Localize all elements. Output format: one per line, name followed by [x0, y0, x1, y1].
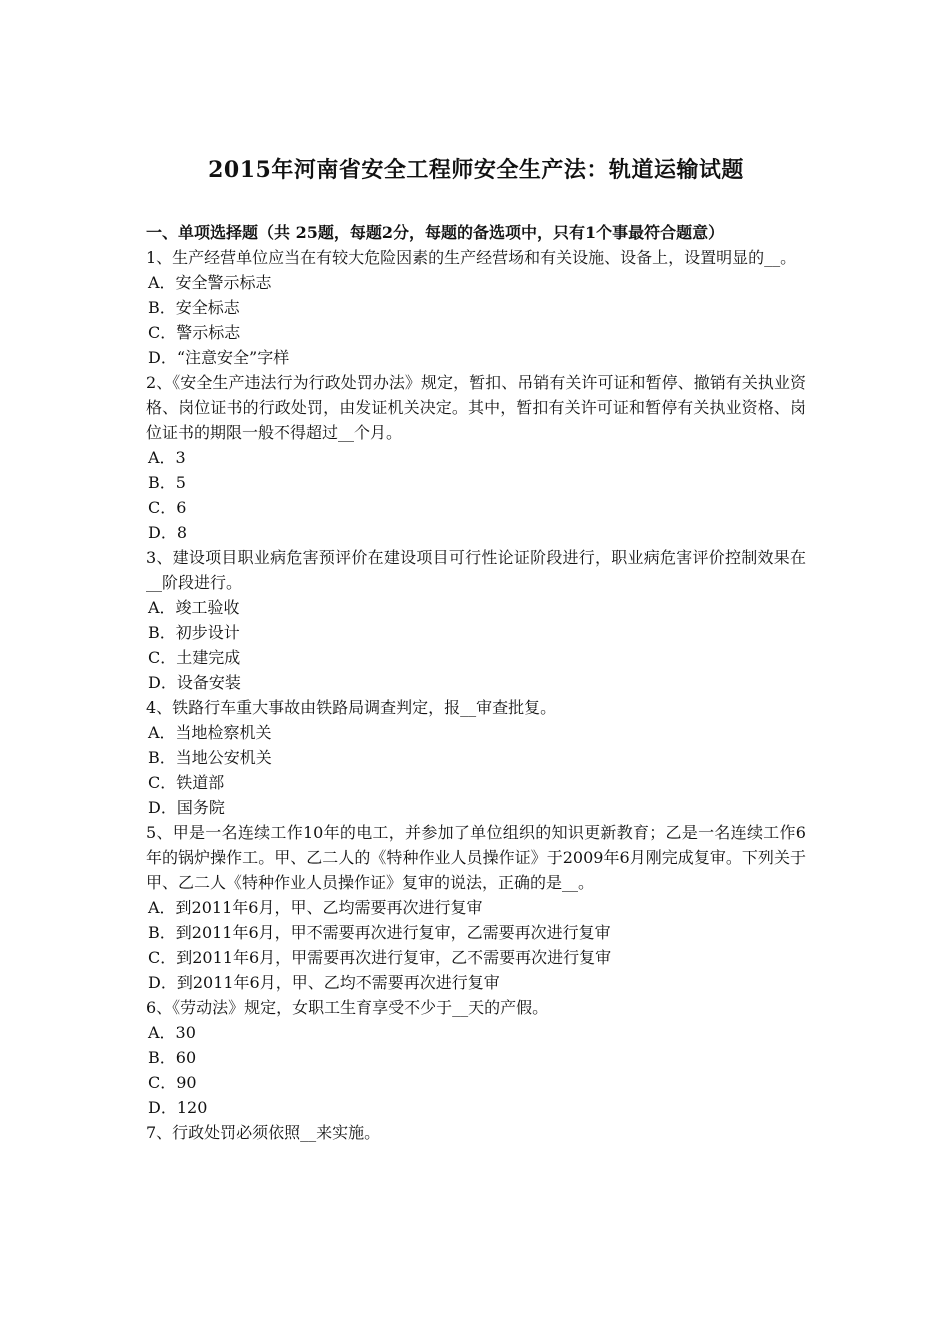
question-6-option-c: C．90	[148, 1073, 197, 1092]
question-5-option-b: B．到2011年6月，甲不需要再次进行复审，乙需要再次进行复审	[148, 923, 611, 942]
question-list	[146, 245, 806, 1145]
question-3: 3、建设项目职业病危害预评价在建设项目可行性论证阶段进行，职业病危害评价控制效果在__阶段进行。	[146, 548, 806, 592]
question-4-option-c: C．铁道部	[148, 773, 225, 792]
question-5-option-a: A．到2011年6月，甲、乙均需要再次进行复审	[148, 898, 483, 917]
question-6-option-d: D．120	[148, 1098, 208, 1117]
question-5-option-d: D．到2011年6月，甲、乙均不需要再次进行复审	[148, 973, 500, 992]
question-3-option-d: D．设备安装	[148, 673, 241, 692]
question-2-option-d: D．8	[148, 523, 188, 542]
question-2: 2、《安全生产违法行为行政处罚办法》规定，暂扣、吊销有关许可证和暂停、撤销有关执业资格、岗位证书的行政处罚，由发证机关决定。其中，暂扣有关许可证和暂停有关执业资格、岗位证书的期限一般不得超过__个月。	[146, 373, 806, 442]
question-4-option-a: A．当地检察机关	[148, 723, 272, 742]
question-1-option-d: D．“注意安全”字样	[148, 348, 290, 367]
question-2-option-a: A．3	[148, 448, 186, 467]
question-6: 6、《劳动法》规定，女职工生育享受不少于__天的产假。	[146, 998, 549, 1017]
question-1-option-c: C．警示标志	[148, 323, 241, 342]
question-6-option-b: B．60	[148, 1048, 197, 1067]
question-5: 5、甲是一名连续工作10年的电工，并参加了单位组织的知识更新教育；乙是一名连续工作6年的锅炉操作工。甲、乙二人的《特种作业人员操作证》于2009年6月刚完成复审。下列关于甲、乙二人《特种作业人员操作证》复审的说法，正确的是__。	[146, 823, 806, 892]
question-3-option-a: A．竣工验收	[148, 598, 240, 617]
question-2-option-b: B．5	[148, 473, 186, 492]
question-1-option-a: A．安全警示标志	[148, 273, 272, 292]
question-6-option-a: A．30	[148, 1023, 196, 1042]
question-4-option-b: B．当地公安机关	[148, 748, 272, 767]
page-title: 2015年河南省安全工程师安全生产法：轨道运输试题	[208, 157, 744, 183]
question-7: 7、行政处罚必须依照__来实施。	[146, 1123, 381, 1142]
question-3-option-b: B．初步设计	[148, 623, 240, 642]
question-3-option-c: C．土建完成	[148, 648, 241, 667]
question-4-option-d: D．国务院	[148, 798, 225, 817]
question-1-option-b: B．安全标志	[148, 298, 240, 317]
question-2-option-c: C．6	[148, 498, 187, 517]
question-5-option-c: C．到2011年6月，甲需要再次进行复审，乙不需要再次进行复审	[148, 948, 612, 967]
question-1: 1、生产经营单位应当在有较大危险因素的生产经营场和有关设施、设备上，设置明显的__。	[146, 248, 797, 267]
question-4: 4、铁路行车重大事故由铁路局调查判定，报__审查批复。	[146, 698, 557, 717]
section-heading: 一、单项选择题（共 25题，每题2分，每题的备选项中，只有1个事最符合题意）	[146, 223, 725, 242]
document-page	[146, 150, 806, 1145]
